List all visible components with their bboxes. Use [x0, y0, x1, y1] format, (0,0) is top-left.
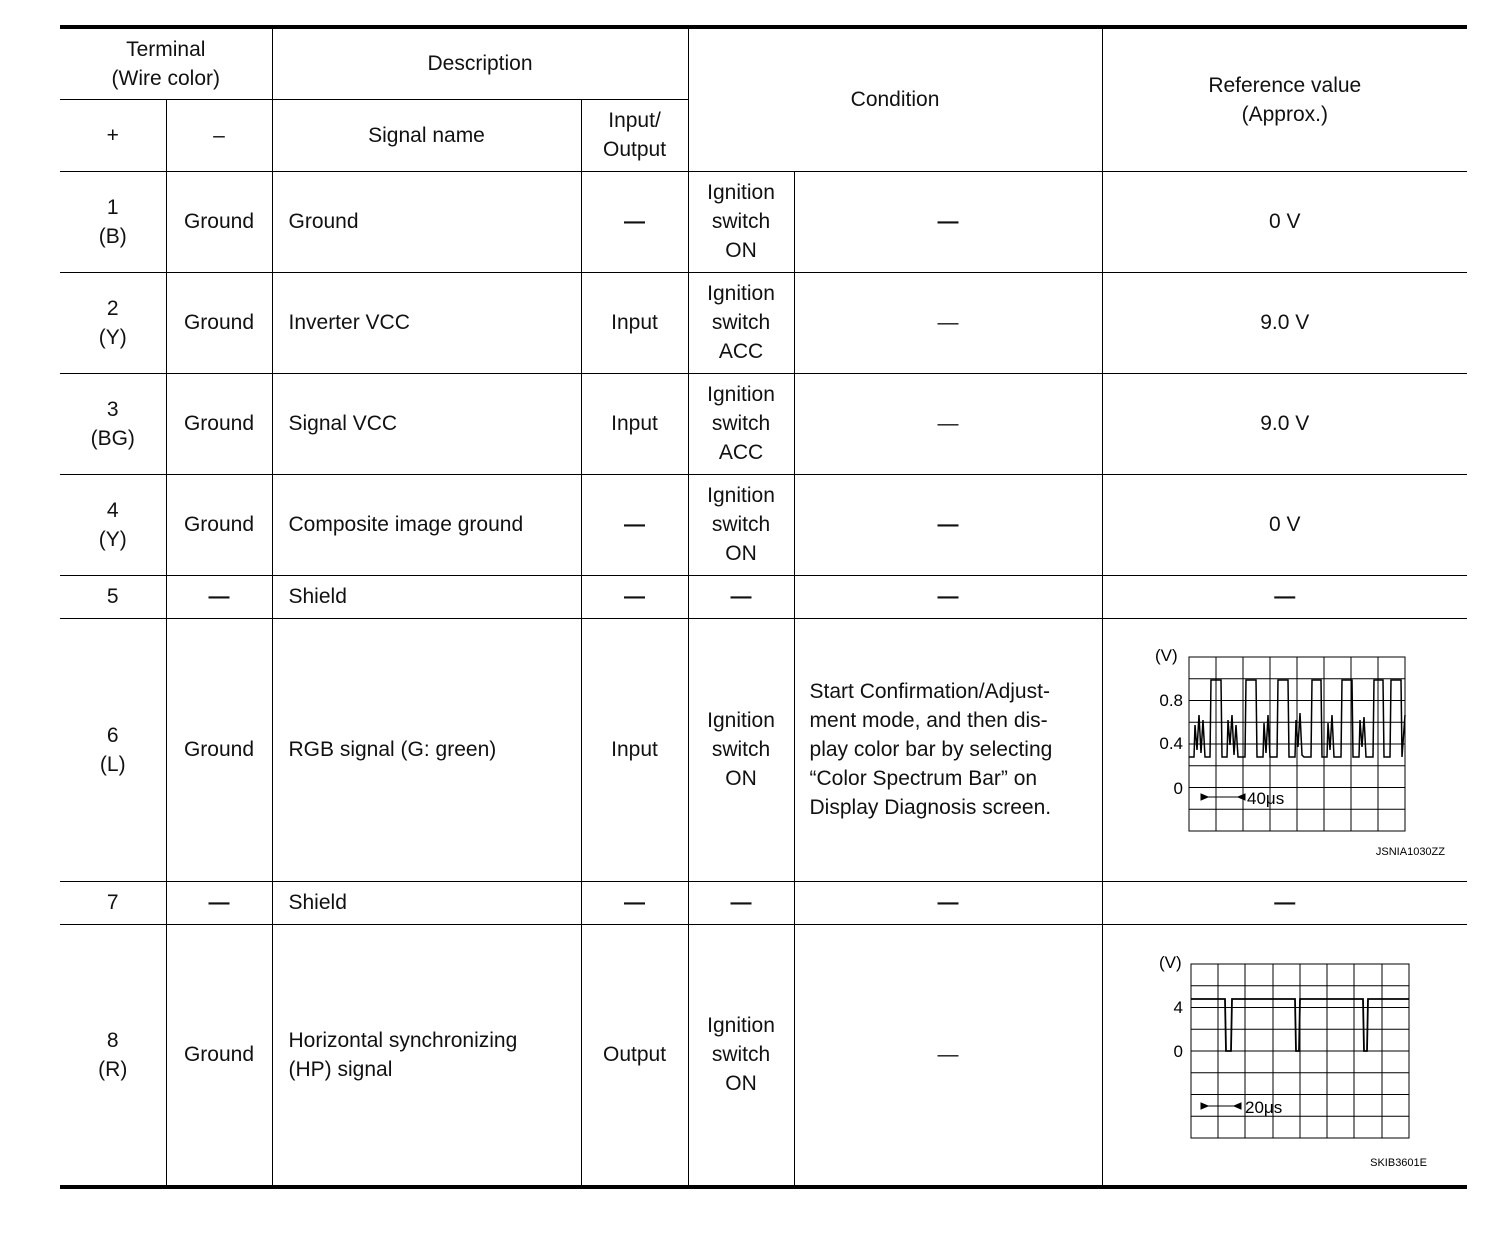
condition-detail-cell: —: [794, 272, 1102, 373]
terminal-cell: 5: [60, 575, 166, 618]
time-label: 20μs: [1244, 1097, 1282, 1117]
condition-cell: Ignition switch ON: [688, 474, 794, 575]
time-scale-marker: [1201, 1103, 1241, 1109]
reference-cell: [1102, 618, 1467, 881]
signal-cell: Inverter VCC: [272, 272, 581, 373]
reference-cell: —: [1102, 575, 1467, 618]
waveform-grid: [1191, 964, 1409, 1138]
signal-cell: Signal VCC: [272, 373, 581, 474]
table-row: [60, 474, 1467, 575]
table-row: [60, 618, 1467, 881]
table-row: [60, 171, 1467, 272]
reference-cell: [1102, 924, 1467, 1187]
table-row: [60, 881, 1467, 924]
table-row: [60, 272, 1467, 373]
minus-cell: —: [166, 881, 272, 924]
signal-name-header: Signal name: [272, 99, 581, 171]
terminal-cell: 7: [60, 881, 166, 924]
signal-trace: [1191, 999, 1409, 1051]
minus-cell: —: [166, 575, 272, 618]
header-row-1: [60, 27, 1467, 99]
figure-code: SKIB3601E: [1369, 1156, 1427, 1169]
condition-cell: —: [688, 881, 794, 924]
hp-waveform: [1115, 940, 1455, 1170]
signal-cell: Ground: [272, 171, 581, 272]
terminal-cell: 4 (Y): [60, 474, 166, 575]
terminal-table: [60, 25, 1467, 1189]
table-row: [60, 924, 1467, 1187]
table-row: [60, 575, 1467, 618]
io-cell: Input: [581, 272, 688, 373]
signal-cell: RGB signal (G: green): [272, 618, 581, 881]
condition-detail-cell: —: [794, 924, 1102, 1187]
io-cell: —: [581, 474, 688, 575]
condition-cell: Ignition switch ON: [688, 171, 794, 272]
reference-header: Reference value (Approx.): [1102, 27, 1467, 171]
minus-cell: Ground: [166, 272, 272, 373]
io-header: Input/ Output: [581, 99, 688, 171]
signal-cell: Shield: [272, 575, 581, 618]
signal-cell: Horizontal synchronizing (HP) signal: [272, 924, 581, 1187]
terminal-cell: 1 (B): [60, 171, 166, 272]
signal-cell: Composite image ground: [272, 474, 581, 575]
minus-cell: Ground: [166, 618, 272, 881]
y-label: 4: [1173, 997, 1183, 1017]
unit-label: (V): [1154, 645, 1178, 665]
io-cell: —: [581, 881, 688, 924]
condition-detail-cell: Start Confirmation/Adjust- ment mode, and then dis- play color bar by selecting “Color Spectrum Bar” on Display Diagnosis screen.: [794, 618, 1102, 881]
terminal-cell: 8 (R): [60, 924, 166, 1187]
y-label: 0: [1173, 778, 1183, 798]
reference-cell: 0 V: [1102, 474, 1467, 575]
figure-code: JSNIA1030ZZ: [1375, 845, 1445, 858]
condition-detail-cell: —: [794, 575, 1102, 618]
reference-cell: 9.0 V: [1102, 272, 1467, 373]
plus-header: +: [60, 99, 166, 171]
condition-detail-cell: —: [794, 373, 1102, 474]
signal-cell: Shield: [272, 881, 581, 924]
condition-detail-cell: —: [794, 171, 1102, 272]
io-cell: —: [581, 575, 688, 618]
y-label: 0.8: [1159, 690, 1183, 710]
io-cell: Input: [581, 618, 688, 881]
condition-detail-cell: —: [794, 474, 1102, 575]
terminal-cell: 2 (Y): [60, 272, 166, 373]
reference-cell: 0 V: [1102, 171, 1467, 272]
condition-header: Condition: [688, 27, 1102, 171]
description-header: Description: [272, 27, 688, 99]
time-scale-marker: [1201, 794, 1245, 800]
rgb-waveform: [1115, 635, 1455, 865]
table-row: [60, 373, 1467, 474]
condition-cell: Ignition switch ACC: [688, 373, 794, 474]
y-label: 0.4: [1159, 733, 1183, 753]
condition-cell: —: [688, 575, 794, 618]
time-label: 40μs: [1246, 788, 1284, 808]
minus-cell: Ground: [166, 373, 272, 474]
minus-cell: Ground: [166, 171, 272, 272]
condition-cell: Ignition switch ACC: [688, 272, 794, 373]
io-cell: —: [581, 171, 688, 272]
reference-cell: —: [1102, 881, 1467, 924]
terminal-cell: 6 (L): [60, 618, 166, 881]
reference-cell: 9.0 V: [1102, 373, 1467, 474]
y-label: 0: [1173, 1041, 1183, 1061]
terminal-cell: 3 (BG): [60, 373, 166, 474]
unit-label: (V): [1158, 952, 1182, 972]
minus-header: –: [166, 99, 272, 171]
condition-cell: Ignition switch ON: [688, 618, 794, 881]
condition-detail-cell: —: [794, 881, 1102, 924]
io-cell: Output: [581, 924, 688, 1187]
minus-cell: Ground: [166, 474, 272, 575]
condition-cell: Ignition switch ON: [688, 924, 794, 1187]
io-cell: Input: [581, 373, 688, 474]
terminal-header: Terminal (Wire color): [60, 27, 272, 99]
minus-cell: Ground: [166, 924, 272, 1187]
